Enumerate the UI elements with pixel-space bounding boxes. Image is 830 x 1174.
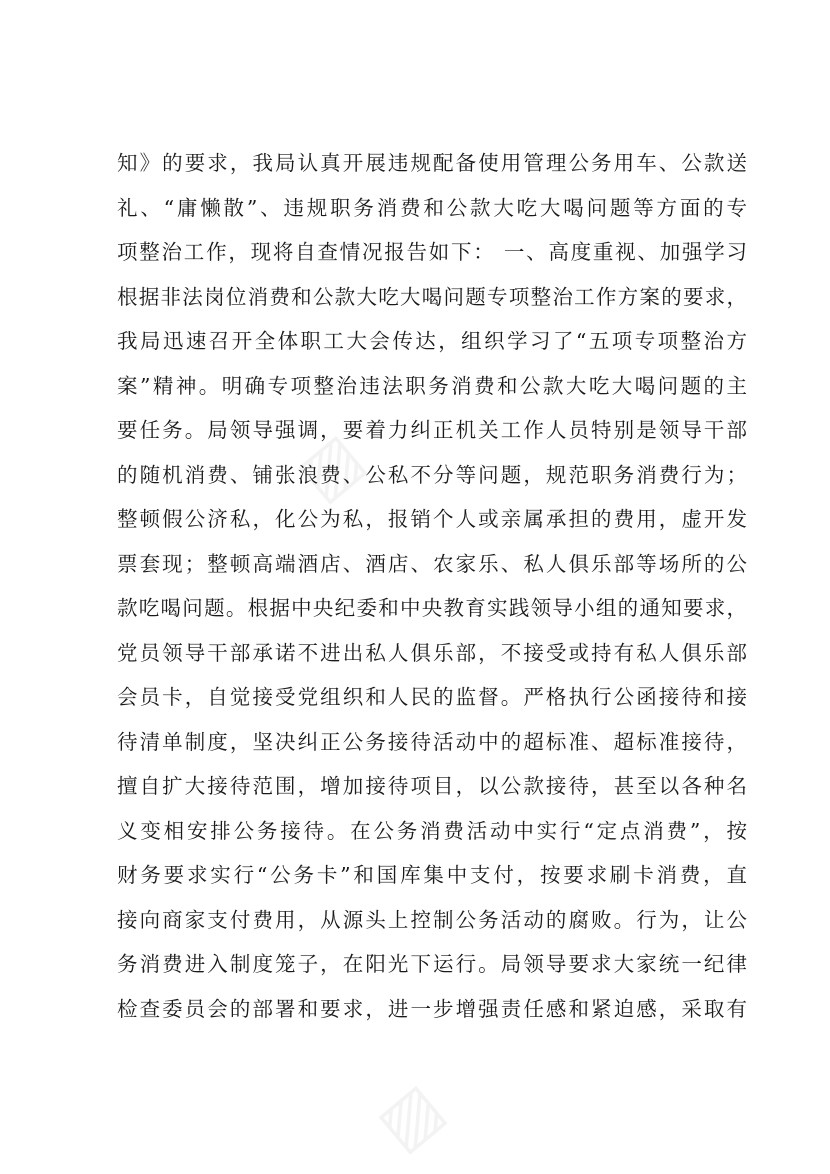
text-line: 义变相安排公务接待。在公务消费活动中实行“定点消费”，按 xyxy=(117,818,747,843)
text-line: 我局迅速召开全体职工大会传达，组织学习了“五项专项整治方 xyxy=(117,329,747,353)
text-line: 会员卡，自觉接受党组织和人民的监督。严格执行公函接待和接 xyxy=(117,685,747,709)
text-line: 项整治工作，现将自查情况报告如下： 一、高度重视、加强学习 xyxy=(117,240,747,264)
text-line: 党员领导干部承诺不进出私人俱乐部，不接受或持有私人俱乐部 xyxy=(117,640,747,665)
text-line: 接向商家支付费用，从源头上控制公务活动的腐败。行为，让公 xyxy=(117,907,747,932)
text-line: 擅自扩大接待范围，增加接待项目，以公款接待，甚至以各种名 xyxy=(117,774,747,798)
text-line: 待清单制度，坚决纠正公务接待活动中的超标准、超标准接待， xyxy=(117,729,747,754)
text-line: 款吃喝问题。根据中央纪委和中央教育实践领导小组的通知要求， xyxy=(117,596,747,620)
text-line: 要任务。局领导强调，要着力纠正机关工作人员特别是领导干部 xyxy=(117,418,747,442)
text-line: 案”精神。明确专项整治违法职务消费和公款大吃大喝问题的主 xyxy=(117,373,747,398)
text-line: 检查委员会的部署和要求，进一步增强责任感和紧迫感，采取有 xyxy=(117,996,747,1021)
text-line: 知》的要求，我局认真开展违规配备使用管理公务用车、公款送 xyxy=(117,151,747,175)
text-line: 的随机消费、铺张浪费、公私不分等问题，规范职务消费行为； xyxy=(117,462,747,487)
text-line: 根据非法岗位消费和公款大吃大喝问题专项整治工作方案的要求， xyxy=(117,284,747,309)
document-body xyxy=(117,141,747,1031)
text-line: 票套现；整顿高端酒店、酒店、农家乐、私人俱乐部等场所的公 xyxy=(117,551,747,576)
watermark: ▨ xyxy=(283,419,378,515)
text-line: 礼、“庸懒散”、违规职务消费和公款大吃大喝问题等方面的专 xyxy=(117,195,747,220)
text-line: 整顿假公济私，化公为私，报销个人或亲属承担的费用，虚开发 xyxy=(117,507,747,531)
watermark: ▨ xyxy=(363,1069,458,1165)
text-line: 财务要求实行“公务卡”和国库集中支付，按要求刷卡消费，直 xyxy=(117,863,747,887)
text-line: 务消费进入制度笼子，在阳光下运行。局领导要求大家统一纪律 xyxy=(117,952,747,976)
